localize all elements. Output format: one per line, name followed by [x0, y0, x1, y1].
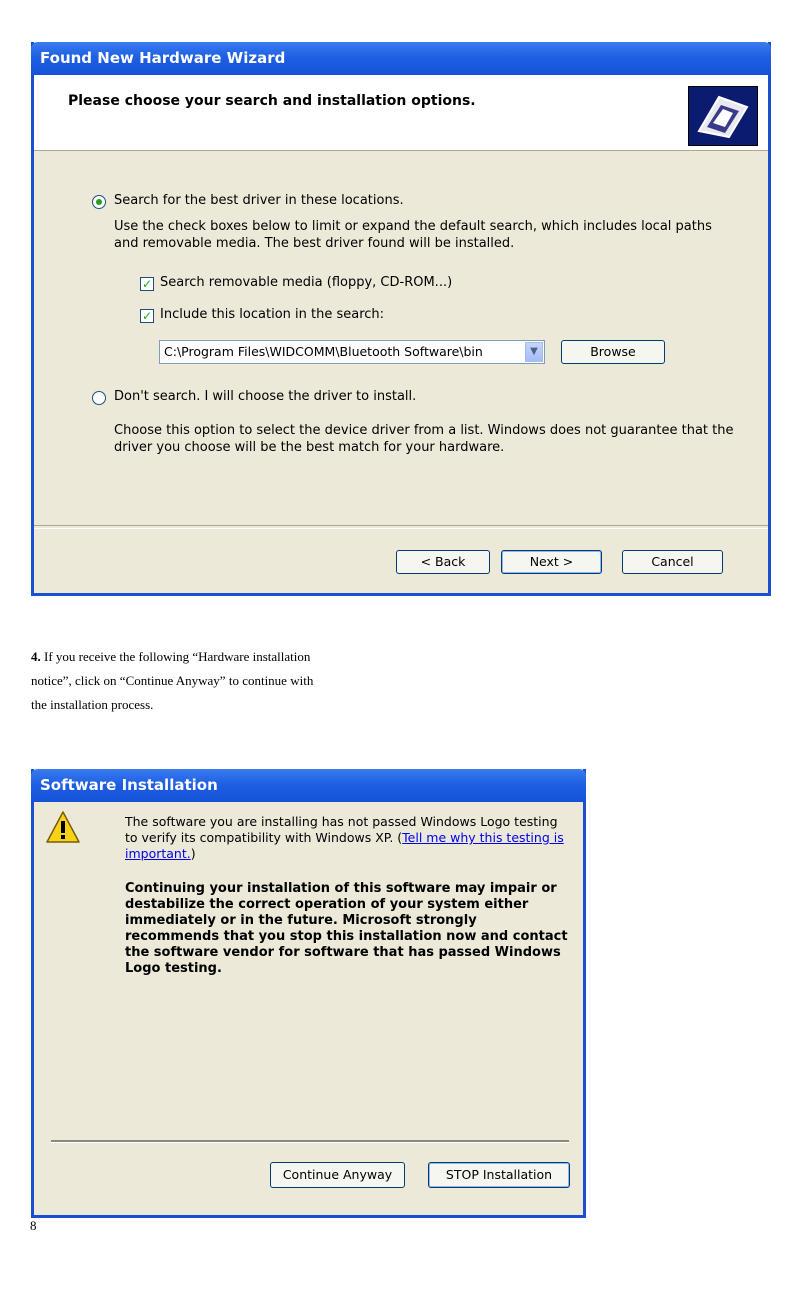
- next-button[interactable]: Next >: [501, 550, 602, 574]
- dont-search-option-description: Choose this option to select the device driver from a list. Windows does not guarantee that the driver you choose will be the best match for your hardware.: [114, 423, 734, 455]
- found-new-hardware-wizard: [31, 42, 771, 596]
- warning-icon: [45, 810, 81, 844]
- continue-anyway-button[interactable]: Continue Anyway: [270, 1162, 405, 1188]
- stop-installation-button[interactable]: STOP Installation: [428, 1162, 570, 1188]
- removable-media-label: Search removable media (floppy, CD-ROM...): [160, 275, 453, 290]
- wizard-header-title: Please choose your search and installation options.: [68, 93, 476, 109]
- search-radio[interactable]: [92, 195, 106, 209]
- instruction-text: If you receive the following “Hardware installation notice”, click on “Continue Anyway” to continue with the installation process.: [31, 649, 314, 712]
- page-number: 8: [30, 1218, 37, 1233]
- software-dialog-title: Software Installation: [31, 769, 586, 802]
- dont-search-radio[interactable]: [92, 391, 106, 405]
- instruction-paragraph: [31, 645, 331, 717]
- software-message-end: ): [190, 846, 196, 861]
- include-location-checkbox[interactable]: ✓: [141, 309, 153, 323]
- location-value: C:\Program Files\WIDCOMM\Bluetooth Software\bin: [164, 344, 483, 359]
- instruction-number: 4.: [31, 649, 41, 664]
- wizard-header: [34, 75, 768, 151]
- software-message-text: The software you are installing has not passed Windows Logo testing to verify its compatibility with Windows XP. (: [125, 814, 558, 845]
- software-dialog-divider: [51, 1140, 569, 1143]
- software-installation-dialog: [31, 769, 586, 1218]
- back-button[interactable]: < Back: [396, 550, 490, 574]
- search-option-description: Use the check boxes below to limit or expand the default search, which includes local paths and removable media. The best driver found will be installed.: [114, 219, 712, 251]
- search-option-label: Search for the best driver in these locations.: [114, 193, 404, 208]
- include-location-label: Include this location in the search:: [160, 307, 385, 322]
- chevron-down-icon[interactable]: ▼: [525, 342, 543, 362]
- software-message: [125, 814, 570, 862]
- removable-media-checkbox[interactable]: ✓: [141, 277, 153, 291]
- tell-me-why-link[interactable]: Tell me why this testing is important.: [125, 830, 564, 861]
- dont-search-option-label: Don't search. I will choose the driver to install.: [114, 389, 417, 404]
- browse-button[interactable]: Browse: [561, 340, 665, 364]
- location-combobox[interactable]: [159, 340, 545, 364]
- software-warning-text: Continuing your installation of this software may impair or destabilize the correct operation of your system either immediately or in the future. Microsoft strongly recommends that you stop this installation now and contact the software vendor for software that has passed Windows Logo testing.: [125, 881, 568, 976]
- hardware-icon: [688, 86, 758, 146]
- wizard-footer-divider: [34, 525, 768, 529]
- cancel-button[interactable]: Cancel: [622, 550, 723, 574]
- wizard-title: Found New Hardware Wizard: [31, 42, 771, 75]
